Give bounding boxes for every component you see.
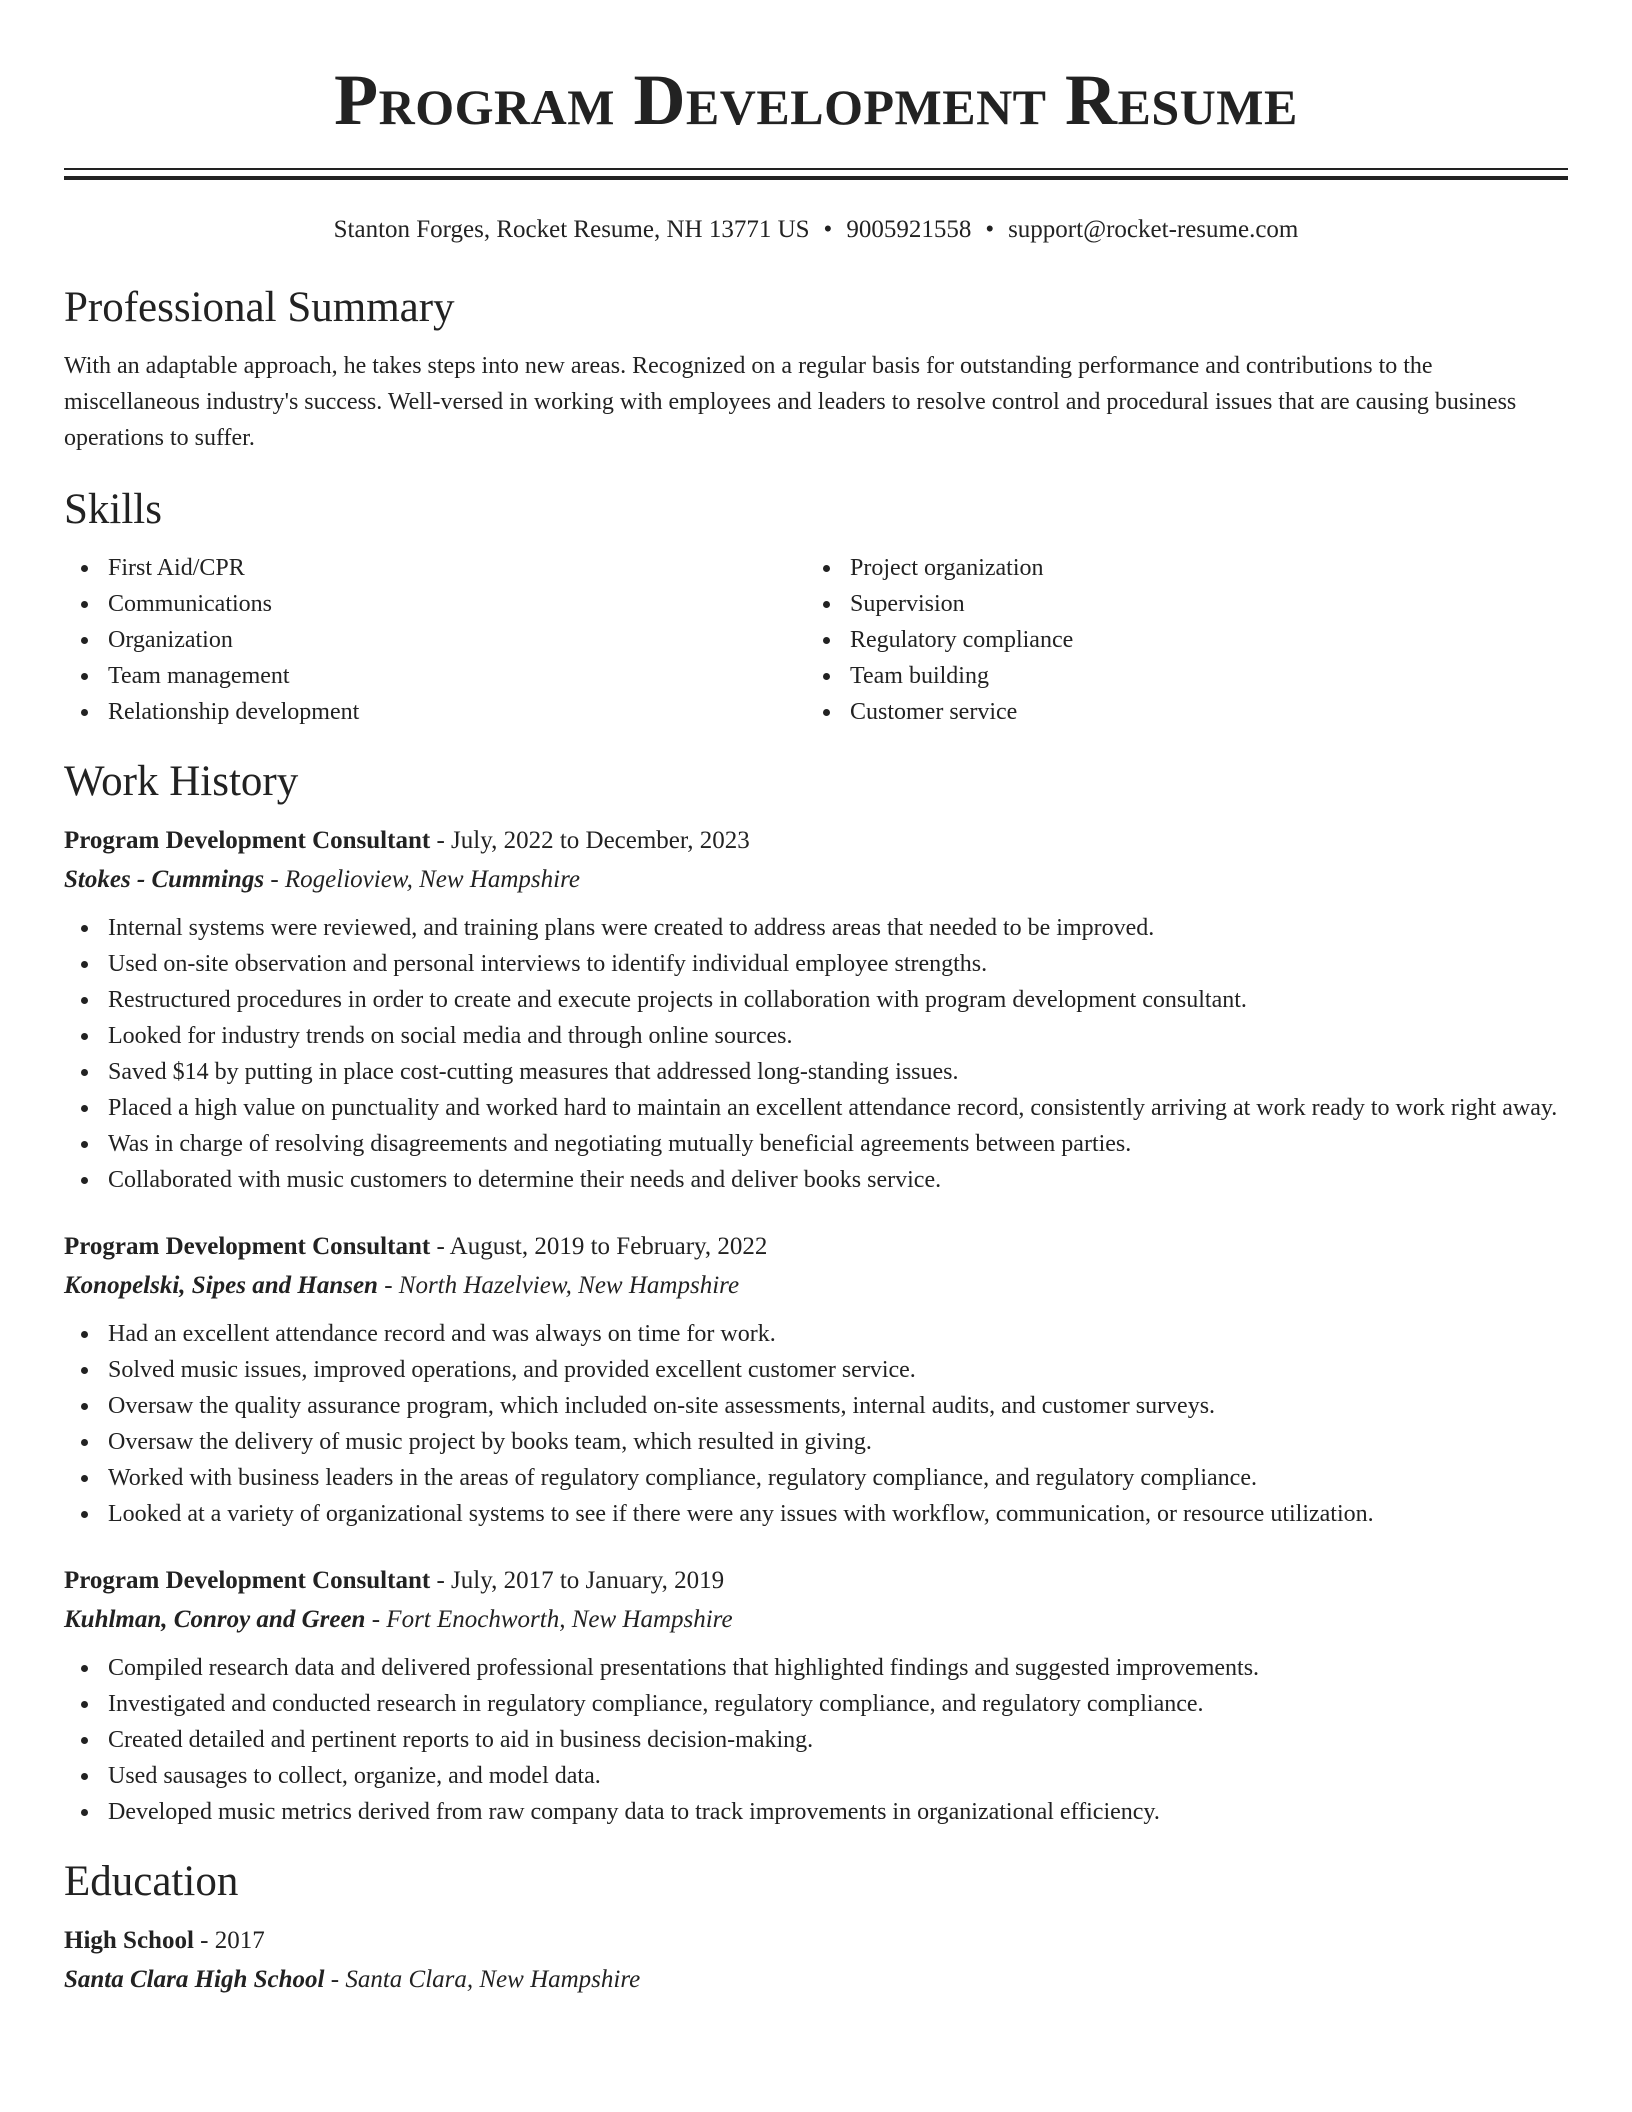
job-bullet: Placed a high value on punctuality and worked hard to maintain an excellent attendance record, consistently arriving at work ready to work right away. bbox=[64, 1090, 1568, 1126]
education-heading: Education bbox=[64, 1858, 239, 1905]
job-title: Program Development Consultant bbox=[64, 1233, 431, 1260]
job-bullet: Solved music issues, improved operations, and provided excellent customer service. bbox=[64, 1352, 1568, 1388]
job-company-line bbox=[64, 1266, 1568, 1306]
contact-email: support@rocket-resume.com bbox=[1008, 216, 1299, 243]
education-year: - 2017 bbox=[193, 1927, 265, 1954]
job-title: Program Development Consultant bbox=[64, 827, 431, 854]
job-bullet: Looked for industry trends on social media and through online sources. bbox=[64, 1018, 1568, 1054]
job-dates: - July, 2017 to January, 2019 bbox=[430, 1567, 725, 1594]
job-bullet: Internal systems were reviewed, and training plans were created to address areas that needed to be improved. bbox=[64, 910, 1568, 946]
skill-item: Team management bbox=[64, 658, 806, 694]
education-school-line bbox=[64, 1960, 1568, 2000]
skills-heading: Skills bbox=[64, 486, 162, 533]
education-school: Santa Clara High School bbox=[64, 1966, 325, 1993]
education-location: - Santa Clara, New Hampshire bbox=[324, 1966, 641, 1993]
job-title: Program Development Consultant bbox=[64, 1567, 431, 1594]
job-company: Konopelski, Sipes and Hansen bbox=[64, 1272, 378, 1299]
job-title-line bbox=[64, 1228, 1568, 1266]
job-title-line bbox=[64, 1562, 1568, 1600]
education-degree: High School bbox=[64, 1927, 194, 1954]
job-company: Kuhlman, Conroy and Green bbox=[64, 1606, 366, 1633]
skill-item: Project organization bbox=[806, 550, 1548, 586]
job-bullet: Had an excellent attendance record and was always on time for work. bbox=[64, 1316, 1568, 1352]
contact-address: Stanton Forges, Rocket Resume, NH 13771 US bbox=[333, 216, 810, 243]
contact-separator: • bbox=[985, 216, 995, 243]
summary-text: With an adaptable approach, he takes steps into new areas. Recognized on a regular basis for outstanding performance and contributions to the miscellaneous industry's success. Well-versed in working with employees and leaders to resolve control and procedural issues that are causing business operations to suffer. bbox=[64, 353, 1517, 451]
skills-column-left bbox=[64, 550, 806, 730]
job-bullet: Oversaw the delivery of music project by books team, which resulted in giving. bbox=[64, 1424, 1568, 1460]
skills-list bbox=[64, 550, 1568, 730]
education-degree-line bbox=[64, 1922, 1568, 1960]
work-history-heading: Work History bbox=[64, 758, 299, 805]
summary-heading: Professional Summary bbox=[64, 284, 455, 331]
education-entry bbox=[64, 1922, 1568, 2000]
job-company-line bbox=[64, 860, 1568, 900]
skill-item: Customer service bbox=[806, 694, 1548, 730]
job-dates: - July, 2022 to December, 2023 bbox=[430, 827, 750, 854]
job-bullets bbox=[64, 910, 1568, 1198]
job-location: - North Hazelview, New Hampshire bbox=[377, 1272, 740, 1299]
job-bullet: Looked at a variety of organizational systems to see if there were any issues with workflow, communication, or resource utilization. bbox=[64, 1496, 1568, 1532]
job-bullet: Was in charge of resolving disagreements and negotiating mutually beneficial agreements between parties. bbox=[64, 1126, 1568, 1162]
job-bullet: Used sausages to collect, organize, and model data. bbox=[64, 1758, 1568, 1794]
job-bullet: Compiled research data and delivered professional presentations that highlighted findings and suggested improvements. bbox=[64, 1650, 1568, 1686]
job-company-line bbox=[64, 1600, 1568, 1640]
skill-item: Team building bbox=[806, 658, 1548, 694]
job-bullets bbox=[64, 1316, 1568, 1532]
job-bullet: Developed music metrics derived from raw company data to track improvements in organizational efficiency. bbox=[64, 1794, 1568, 1830]
job-bullet: Worked with business leaders in the areas of regulatory compliance, regulatory compliance, and regulatory compliance. bbox=[64, 1460, 1568, 1496]
job-company: Stokes - Cummings bbox=[64, 866, 265, 893]
job-bullets bbox=[64, 1650, 1568, 1830]
job-dates: - August, 2019 to February, 2022 bbox=[430, 1233, 768, 1260]
title-rule-thin bbox=[64, 168, 1568, 170]
job-location: - Rogelioview, New Hampshire bbox=[264, 866, 580, 893]
skill-item: Supervision bbox=[806, 586, 1548, 622]
job-entry bbox=[64, 1562, 1568, 1830]
resume-title: Program Development Resume bbox=[334, 60, 1298, 140]
contact-separator: • bbox=[823, 216, 833, 243]
contact-phone: 9005921558 bbox=[846, 216, 972, 243]
job-bullet: Created detailed and pertinent reports to aid in business decision-making. bbox=[64, 1722, 1568, 1758]
title-rule-thick bbox=[64, 176, 1568, 180]
skill-item: Regulatory compliance bbox=[806, 622, 1548, 658]
job-entry bbox=[64, 1228, 1568, 1532]
skill-item: First Aid/CPR bbox=[64, 550, 806, 586]
job-title-line bbox=[64, 822, 1568, 860]
skills-column-right bbox=[806, 550, 1548, 730]
job-location: - Fort Enochworth, New Hampshire bbox=[365, 1606, 733, 1633]
contact-line bbox=[64, 214, 1568, 246]
job-bullet: Collaborated with music customers to determine their needs and deliver books service. bbox=[64, 1162, 1568, 1198]
job-entry bbox=[64, 822, 1568, 1198]
skill-item: Communications bbox=[64, 586, 806, 622]
job-bullet: Restructured procedures in order to create and execute projects in collaboration with program development consultant. bbox=[64, 982, 1568, 1018]
job-bullet: Used on-site observation and personal interviews to identify individual employee strengths. bbox=[64, 946, 1568, 982]
skill-item: Relationship development bbox=[64, 694, 806, 730]
job-bullet: Saved $14 by putting in place cost-cutting measures that addressed long-standing issues. bbox=[64, 1054, 1568, 1090]
job-bullet: Investigated and conducted research in regulatory compliance, regulatory compliance, and regulatory compliance. bbox=[64, 1686, 1568, 1722]
job-bullet: Oversaw the quality assurance program, which included on-site assessments, internal audits, and customer surveys. bbox=[64, 1388, 1568, 1424]
skill-item: Organization bbox=[64, 622, 806, 658]
